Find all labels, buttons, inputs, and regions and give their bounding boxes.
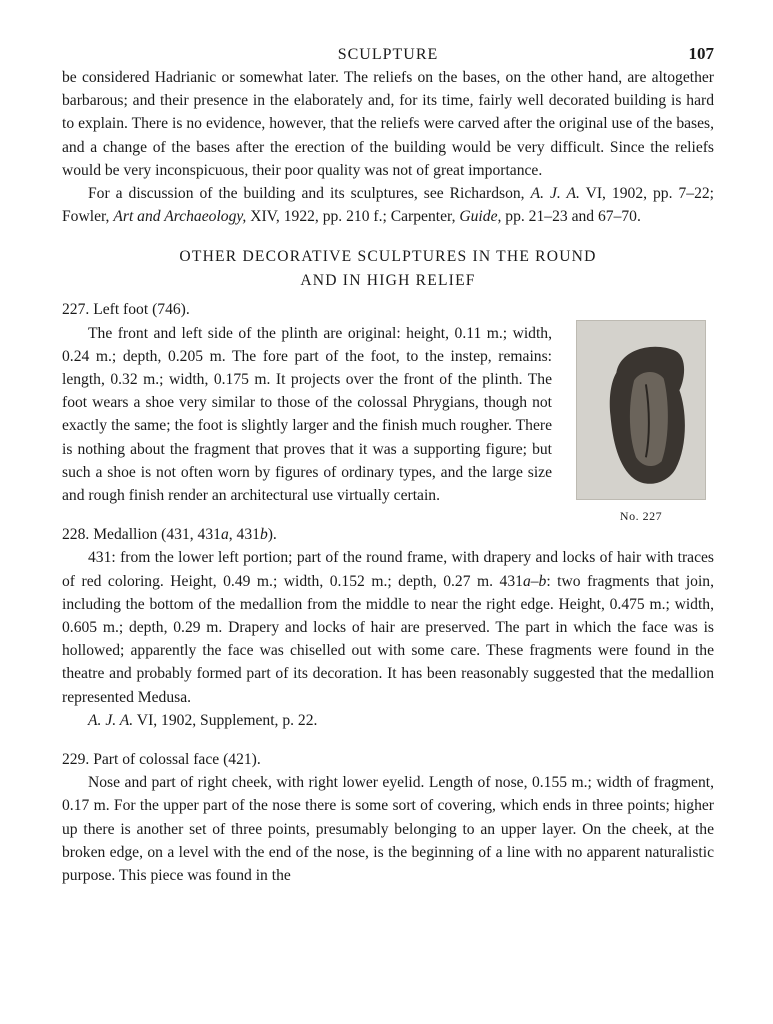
entry-229-body: Nose and part of right cheek, with right lower eyelid. Length of nose, 0.155 m.; width of fragment, 0.17 m. For the upper part of the nose there is some sort of covering, which ends in three points; higher up there is another set of three points, presumably belonging to an upper layer. On the cheek, at the broken edge, on a level with the end of the nose, is the beginning of a line with no apparent naturalistic purpose. This piece was found in the xyxy=(62,774,714,885)
entry-228-reference: A. J. A. VI, 1902, Supplement, p. 22. xyxy=(88,711,318,729)
journal-title: Art and Archaeology, xyxy=(113,208,247,226)
journal-abbrev: A. J. A. xyxy=(530,185,580,203)
section-heading: OTHER DECORATIVE SCULPTURES IN THE ROUND AND IN HIGH RELIEF xyxy=(179,248,597,289)
entry-228-title: 228. Medallion (431, 431a, 431b). xyxy=(62,526,277,544)
running-title: SCULPTURE xyxy=(337,46,439,63)
figure-caption: No. 227 xyxy=(619,509,663,524)
entry-229-title: 229. Part of colossal face (421). xyxy=(62,751,261,769)
page xyxy=(62,40,714,887)
page-number: 107 xyxy=(688,44,714,63)
intro-paragraph-2: For a discussion of the building and its sculptures, see Richardson, A. J. A. VI, 1902, pp. 7–22; Fowler, Art and Archaeology, XIV, 1922, pp. 210 f.; Carpenter, Guide, pp. 21–23 and 67–70. xyxy=(62,185,714,226)
entry-227 xyxy=(62,298,714,524)
entry-227-body: The front and left side of the plinth are original: height, 0.11 m.; width, 0.24 m.; depth, 0.205 m. The fore part of the foot, to the instep, remains: length, 0.32 m.; width, 0.175 m. It projects over the front of the plinth. The foot wears a shoe very similar to those of the colossal Phrygians, though not exactly the same; the foot is slightly larger and the finish much rougher. There is nothing about the fragment that proves that it was a supporting figure; but such a shoe is not often worn by figures of ordinary types, and the large size and rough finish render an architectural use virtually certain. xyxy=(62,324,552,505)
foot-photo xyxy=(576,320,706,500)
intro-paragraph-1: be considered Hadrianic or somewhat later. The reliefs on the bases, on the other hand, are altogether barbarous; and their presence in the elaborately and, for its time, fairly well decorated building is hard to explain. There is no evidence, however, that the reliefs were carved after the original use of the bases, and a change of the bases after the erection of the building would be very difficult. Since the reliefs would be very inconspicuous, their poor quality was not of great importance. xyxy=(62,69,714,179)
entry-228-body: 431: from the lower left portion; part of the round frame, with drapery and locks of hair with traces of red coloring. Height, 0.49 m.; width, 0.152 m.; depth, 0.27 m. 431a–b: two fragments that join, including the bottom of the medallion from the middle to near the right edge. Height, 0.475 m.; width, 0.605 m.; depth, 0.29 m. Drapery and locks of hair are preserved. The part in which the face was is hollowed; apparently the face was chiselled out with some care. These fragments were found in the theatre and probably formed part of its decoration. It has been reasonably suggested that the medallion represented Medusa. xyxy=(62,549,714,706)
figure-227 xyxy=(576,320,706,524)
running-head xyxy=(62,40,714,66)
guide-title: Guide, xyxy=(459,208,502,226)
entry-227-title: 227. Left foot (746). xyxy=(62,301,190,319)
